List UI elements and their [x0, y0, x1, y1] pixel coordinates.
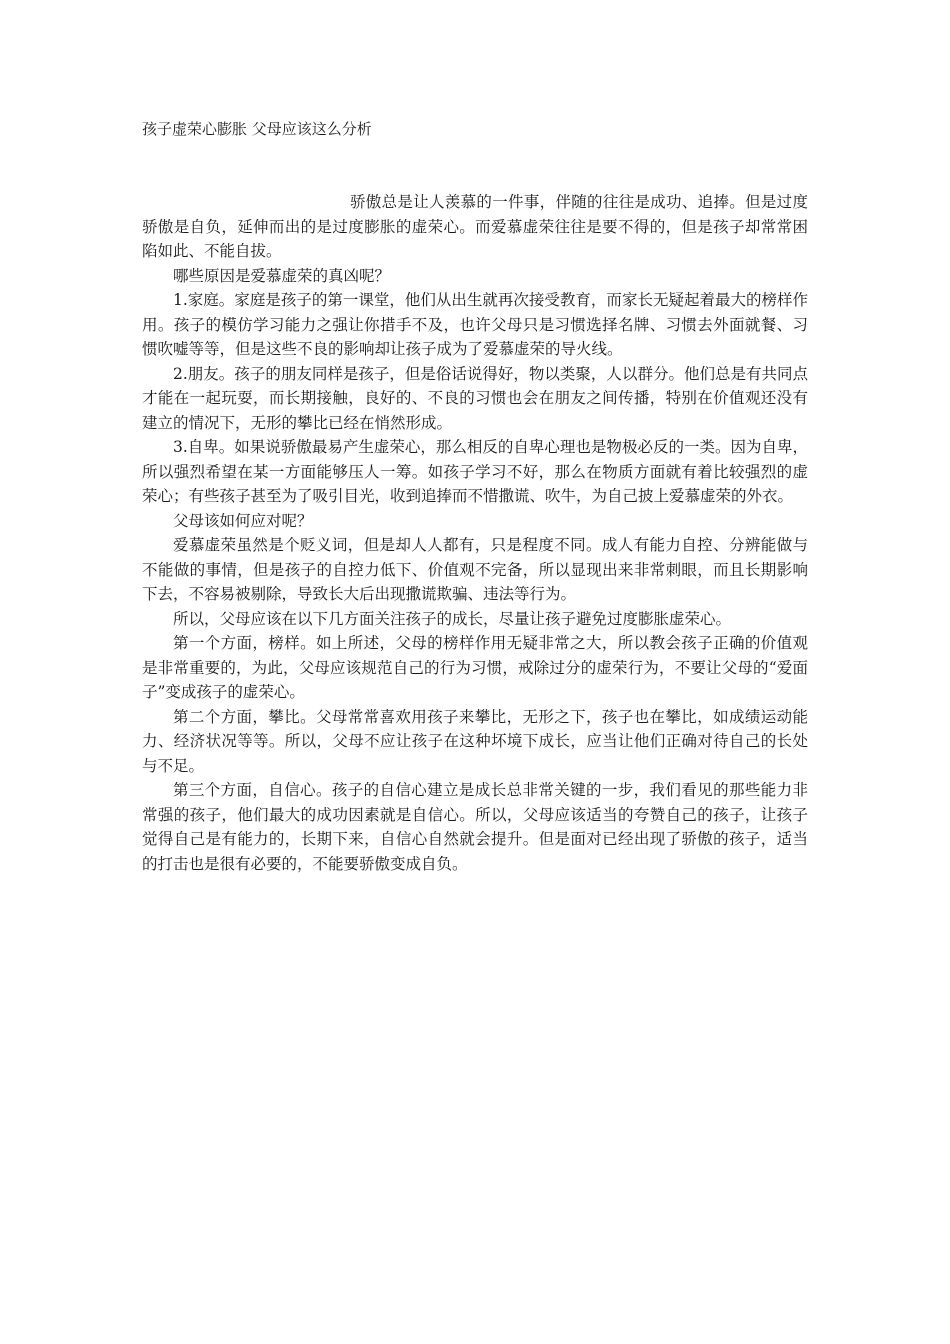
paragraph-cause-inferiority: 3.自卑。如果说骄傲最易产生虚荣心，那么相反的自卑心理也是物极必反的一类。因为自卑，所以强烈希望在某一方面能够压人一筹。如孩子学习不好，那么在物质方面就有着比较强烈的虚荣心；有些孩子甚至为了吸引目光，收到追捧而不惜撒谎、吹牛，为自己披上爱慕虚荣的外衣。 — [142, 438, 808, 505]
paragraph-question-causes: 哪些原因是爱慕虚荣的真凶呢？ — [173, 266, 391, 285]
document-body — [142, 190, 808, 876]
paragraph-aspect-comparison: 第二个方面，攀比。父母常常喜欢用孩子来攀比，无形之下，孩子也在攀比，如成绩运动能力、经济状况等等。所以，父母不应让孩子在这种坏境下成长，应当让他们正确对待自己的长处与不足。 — [142, 707, 808, 775]
paragraph-cause-family: 1.家庭。家庭是孩子的第一课堂，他们从出生就再次接受教育，而家长无疑起着最大的榜样作用。孩子的模仿学习能力之强让你措手不及，也许父母只是习惯选择名牌、习惯去外面就餐、习惯吹嘘等等，但是这些不良的影响却让孩子成为了爱慕虚荣的导火线。 — [142, 291, 808, 358]
paragraph-aspect-role-model: 第一个方面，榜样。如上所述，父母的榜样作用无疑非常之大，所以教会孩子正确的价值观是非常重要的，为此，父母应该规范自己的行为习惯，戒除过分的虚荣行为，不要让父母的“爱面子”变成孩子的虚荣心。 — [142, 634, 808, 701]
paragraph-summary: 所以，父母应该在以下几方面关注孩子的成长，尽量让孩子避免过度膨胀虚荣心。 — [173, 609, 732, 628]
paragraph-aspect-confidence: 第三个方面，自信心。孩子的自信心建立是成长总非常关键的一步，我们看见的那些能力非常强的孩子，他们最大的成功因素就是自信心。所以，父母应该适当的夸赞自己的孩子，让孩子觉得自己是有能力的，长期下来，自信心自然就会提升。但是面对已经出现了骄傲的孩子，适当的打击也是很有必要的，不能要骄傲变成自负。 — [142, 781, 808, 873]
paragraph-intro: 骄傲总是让人羡慕的一件事，伴随的往往是成功、追捧。但是过度骄傲是自负，延伸而出的是过度膨胀的虚荣心。而爱慕虚荣往往是要不得的，但是孩子却常常困陷如此、不能自拔。 — [142, 193, 808, 260]
paragraph-vanity-explanation: 爱慕虚荣虽然是个贬义词，但是却人人都有，只是程度不同。成人有能力自控、分辨能做与不能做的事情，但是孩子的自控力低下、价值观不完备，所以显现出来非常刺眼，而且长期影响下去，不容易被剔除，导致长大后出现撒谎欺骗、违法等行为。 — [142, 536, 808, 603]
paragraph-cause-friends: 2.朋友。孩子的朋友同样是孩子，但是俗话说得好，物以类聚，人以群分。他们总是有共同点才能在一起玩耍，而长期接触，良好的、不良的习惯也会在朋友之间传播，特别在价值观还没有建立的情况下，无形的攀比已经在悄然形成。 — [142, 364, 808, 432]
paragraph-question-response: 父母该如何应对呢？ — [173, 511, 313, 530]
document-title: 孩子虚荣心膨胀 父母应该这么分析 — [142, 120, 372, 138]
